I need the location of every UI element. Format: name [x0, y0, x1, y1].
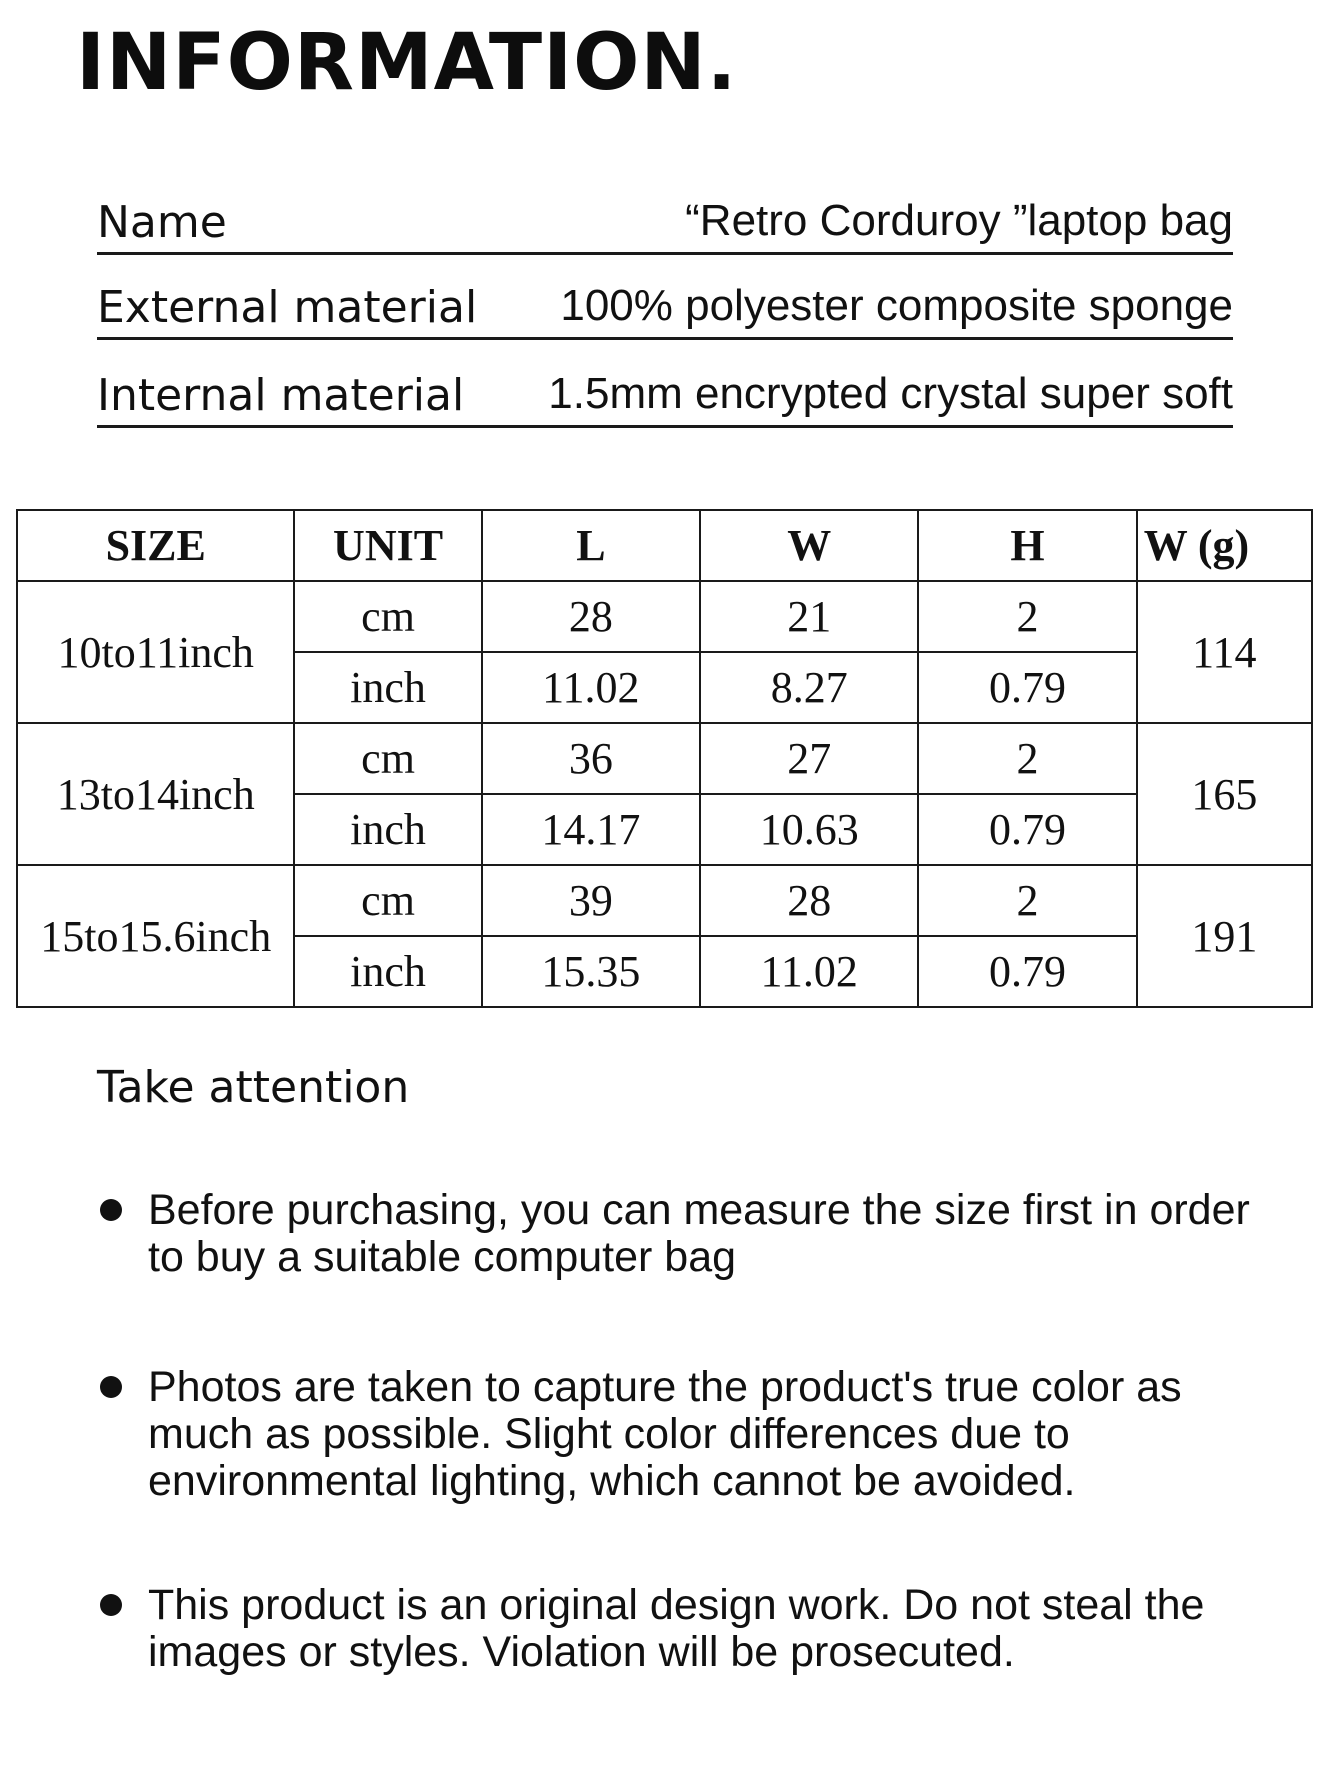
header-weight: W (g) — [1137, 510, 1312, 581]
length-cell: 14.17 — [482, 794, 700, 865]
unit-cell: cm — [294, 723, 481, 794]
size-table — [16, 509, 1313, 1008]
length-cell: 36 — [482, 723, 700, 794]
size-cell: 13to14inch — [17, 723, 294, 865]
header-unit: UNIT — [294, 510, 481, 581]
weight-cell: 191 — [1137, 865, 1312, 1007]
unit-cell: cm — [294, 581, 481, 652]
unit-cell: inch — [294, 936, 481, 1007]
info-row-internal-material — [97, 369, 1233, 428]
info-label: External material — [97, 282, 478, 333]
list-item — [148, 1582, 1258, 1676]
weight-cell: 114 — [1137, 581, 1312, 723]
info-row-name — [97, 196, 1233, 255]
bullet-icon — [100, 1199, 122, 1221]
height-cell: 0.79 — [918, 936, 1136, 1007]
width-cell: 21 — [700, 581, 918, 652]
weight-cell: 165 — [1137, 723, 1312, 865]
size-cell: 10to11inch — [17, 581, 294, 723]
height-cell: 2 — [918, 865, 1136, 936]
info-row-external-material — [97, 281, 1233, 340]
height-cell: 2 — [918, 723, 1136, 794]
header-height: H — [918, 510, 1136, 581]
length-cell: 15.35 — [482, 936, 700, 1007]
header-size: SIZE — [17, 510, 294, 581]
note-text: This product is an original design work. Do not steal the images or styles. Violation will be prosecuted. — [148, 1581, 1205, 1676]
bullet-icon — [100, 1376, 122, 1398]
attention-title: Take attention — [97, 1062, 410, 1113]
list-item — [148, 1364, 1258, 1505]
info-label: Name — [97, 197, 227, 248]
info-value: 1.5mm encrypted crystal super soft — [548, 369, 1233, 418]
height-cell: 2 — [918, 581, 1136, 652]
size-cell: 15to15.6inch — [17, 865, 294, 1007]
height-cell: 0.79 — [918, 652, 1136, 723]
info-label: Internal material — [97, 370, 465, 421]
length-cell: 39 — [482, 865, 700, 936]
note-text: Photos are taken to capture the product's true color as much as possible. Slight color differences due to environmental lighting, which cannot be avoided. — [148, 1363, 1182, 1505]
bullet-icon — [100, 1594, 122, 1616]
table-row — [17, 865, 1312, 936]
info-value: 100% polyester composite sponge — [560, 281, 1233, 330]
unit-cell: cm — [294, 865, 481, 936]
width-cell: 8.27 — [700, 652, 918, 723]
table-header-row — [17, 510, 1312, 581]
info-value: “Retro Corduroy ”laptop bag — [685, 196, 1233, 245]
length-cell: 11.02 — [482, 652, 700, 723]
unit-cell: inch — [294, 794, 481, 865]
length-cell: 28 — [482, 581, 700, 652]
page-title: INFORMATION. — [76, 18, 738, 108]
width-cell: 28 — [700, 865, 918, 936]
list-item — [148, 1187, 1258, 1281]
height-cell: 0.79 — [918, 794, 1136, 865]
header-width: W — [700, 510, 918, 581]
width-cell: 27 — [700, 723, 918, 794]
table-row — [17, 723, 1312, 794]
table-row — [17, 581, 1312, 652]
note-text: Before purchasing, you can measure the size first in order to buy a suitable computer bag — [148, 1186, 1250, 1281]
unit-cell: inch — [294, 652, 481, 723]
header-length: L — [482, 510, 700, 581]
width-cell: 11.02 — [700, 936, 918, 1007]
width-cell: 10.63 — [700, 794, 918, 865]
